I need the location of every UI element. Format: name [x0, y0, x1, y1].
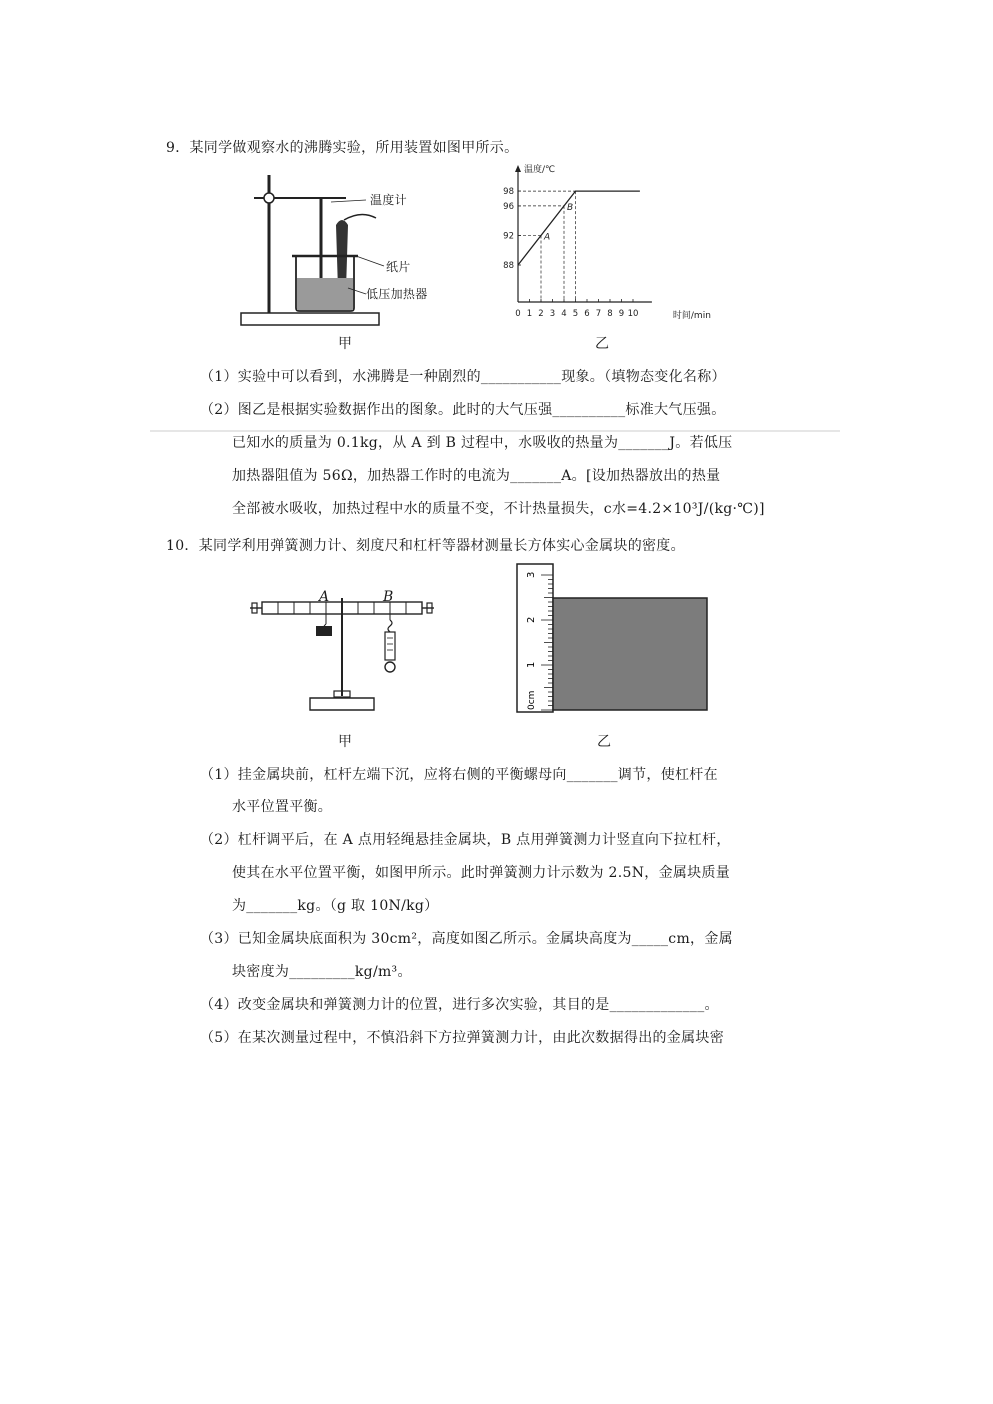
- caption-jia-9: 甲: [338, 336, 353, 352]
- ruler-tick-0cm: 0cm: [527, 690, 537, 710]
- q9-chart: [500, 160, 730, 325]
- y-tick-label: 92: [503, 231, 514, 242]
- x-tick-label: 8: [607, 309, 613, 319]
- y-tick-label: 88: [503, 261, 514, 272]
- series-line-water: [518, 191, 640, 265]
- q10-part3: （3）已知金属块底面积为 30cm²，高度如图乙所示。金属块高度为_____cm，金属: [200, 931, 733, 947]
- point-label-b: B: [567, 202, 574, 213]
- q9-part2: （2）图乙是根据实验数据作出的图象。此时的大气压强__________标准大气压强。: [200, 402, 726, 418]
- heater-wire: [344, 214, 376, 220]
- metal-block-side-view: [553, 598, 707, 710]
- scan-artifact-line: [150, 430, 840, 432]
- x-tick-label: 2: [538, 309, 544, 319]
- q10-figure-yi: [512, 562, 712, 714]
- ruler-tick-3: 3: [526, 571, 537, 578]
- y-tick-label: 98: [503, 187, 514, 198]
- x-axis-label: 时间/min: [672, 311, 711, 321]
- leader-thermometer: [331, 200, 366, 202]
- q10-part1-line2: 水平位置平衡。: [232, 799, 333, 815]
- label-paper: 纸片: [386, 260, 411, 274]
- x-tick-label: 10: [627, 309, 639, 319]
- water: [297, 278, 353, 310]
- lever-base: [310, 698, 374, 710]
- q9-stem: 9．某同学做观察水的沸腾实验，所用装置如图甲所示。: [166, 140, 519, 156]
- spring-scale-ring: [385, 662, 395, 672]
- q10-part2: （2）杠杆调平后，在 A 点用轻绳悬挂金属块，B 点用弹簧测力计竖直向下拉杠杆，: [200, 832, 731, 848]
- x-tick-label: 6: [584, 309, 590, 319]
- y-axis-label: 温度/℃: [524, 165, 556, 175]
- label-b: B: [383, 589, 394, 605]
- q9-part2-line4: 全部被水吸收，加热过程中水的质量不变，不计热量损失，c水=4.2×10³J/(kg·℃)]: [232, 501, 765, 517]
- q10-part3-line2: 块密度为_________kg/m³。: [232, 964, 412, 980]
- label-heater: 低压加热器: [366, 287, 428, 301]
- clamp-knob: [264, 193, 274, 203]
- y-tick-label: 96: [503, 201, 514, 212]
- q10-part5: （5）在某次测量过程中，不慎沿斜下方拉弹簧测力计，由此次数据得出的金属块密: [200, 1030, 725, 1046]
- q10-part4: （4）改变金属块和弹簧测力计的位置，进行多次实验，其目的是_____________。: [200, 997, 719, 1013]
- q9-figure-jia: [236, 170, 386, 330]
- q9-part2-line3: 加热器阻值为 56Ω，加热器工作时的电流为_______A。[设加热器放出的热量: [232, 468, 721, 484]
- q10-part2-line2: 使其在水平位置平衡，如图甲所示。此时弹簧测力计示数为 2.5N，金属块质量: [232, 865, 731, 881]
- ruler-tick-2: 2: [526, 616, 537, 623]
- y-axis-arrow: [515, 165, 521, 172]
- x-tick-label: 7: [595, 309, 602, 319]
- label-a: A: [319, 589, 330, 605]
- x-tick-label: 3: [549, 309, 556, 319]
- caption-yi-10: 乙: [597, 734, 612, 750]
- label-thermometer: 温度计: [370, 193, 407, 207]
- ruler-tick-1: 1: [526, 661, 537, 668]
- q10-part2-line3: 为_______kg。（g 取 10N/kg）: [232, 898, 439, 914]
- q10-figure-jia: [244, 588, 440, 718]
- x-tick-label: 0: [515, 309, 521, 319]
- ruler: [517, 564, 553, 712]
- metal-block: [316, 626, 332, 636]
- point-label-a: A: [544, 232, 551, 243]
- x-tick-label: 1: [526, 309, 533, 319]
- leader-paper: [356, 256, 384, 266]
- caption-yi-9: 乙: [595, 336, 610, 352]
- caption-jia-10: 甲: [338, 734, 353, 750]
- x-tick-label: 4: [561, 309, 567, 319]
- x-tick-label: 5: [572, 309, 579, 319]
- q9-part1: （1）实验中可以看到，水沸腾是一种剧烈的___________现象。（填物态变化名称）: [200, 369, 726, 385]
- q9-part2-line2: 已知水的质量为 0.1kg，从 A 到 B 过程中，水吸收的热量为_______J。若低压: [232, 435, 733, 451]
- x-tick-label: 9: [618, 309, 625, 319]
- q10-part1: （1）挂金属块前，杠杆左端下沉，应将右侧的平衡螺母向_______调节，使杠杆在: [200, 767, 718, 783]
- stand-base: [241, 313, 379, 325]
- q10-stem: 10．某同学利用弹簧测力计、刻度尺和杠杆等器材测量长方体实心金属块的密度。: [166, 538, 685, 554]
- spring-scale: [385, 632, 395, 660]
